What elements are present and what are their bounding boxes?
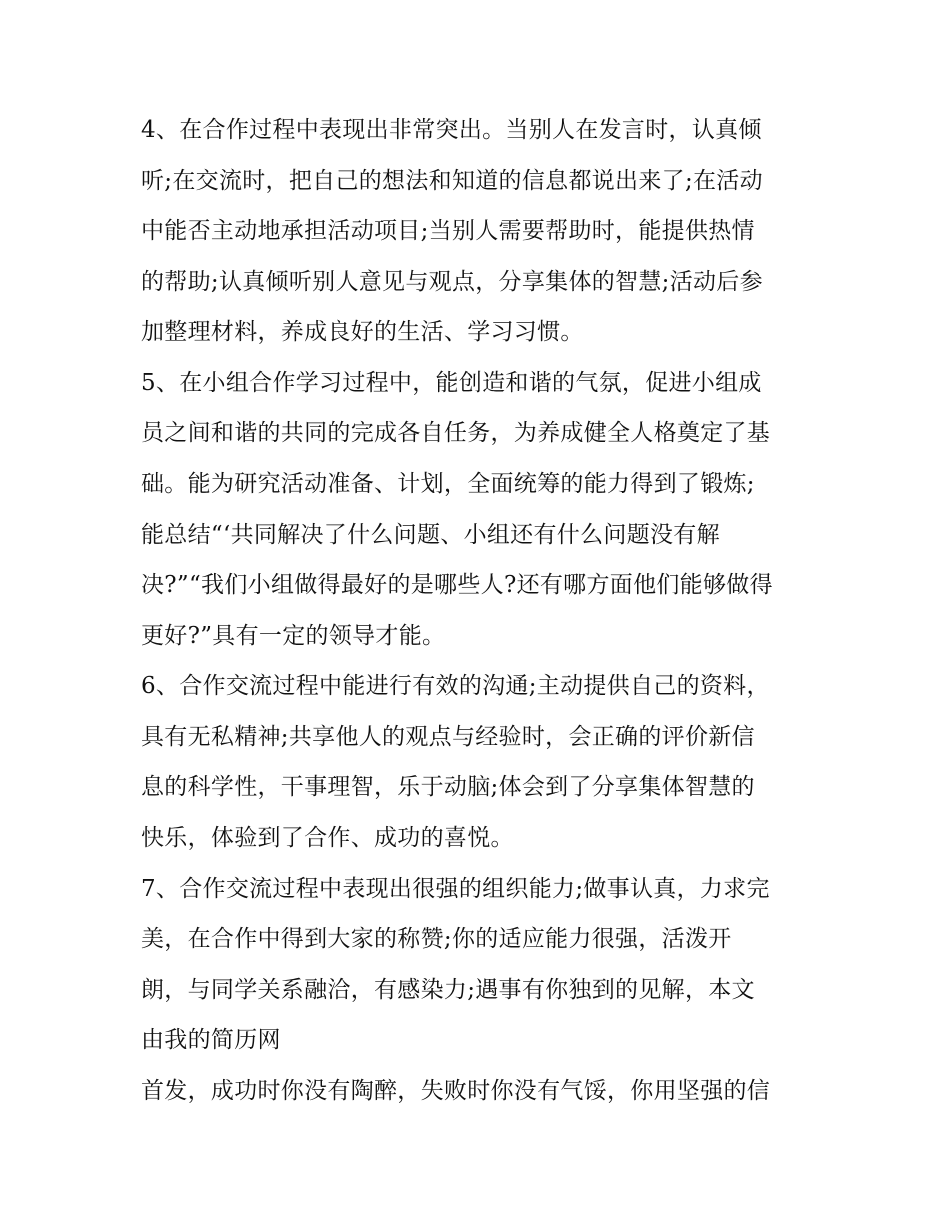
- text-line: 听;在交流时，把自己的想法和知道的信息都说出来了;在活动: [141, 168, 763, 194]
- text-line: 美，在合作中得到大家的称赞;你的适应能力很强，活泼开: [141, 926, 732, 952]
- text-line: 中能否主动地承担活动项目;当别人需要帮助时，能提供热情: [141, 218, 755, 244]
- text-line: 5、在小组合作学习过程中，能创造和谐的气氛，促进小组成: [141, 370, 762, 396]
- text-line: 的帮助;认真倾听别人意见与观点，分享集体的智慧;活动后参: [141, 269, 763, 295]
- text-line: 息的科学性，干事理智，乐于动脑;体会到了分享集体智慧的: [141, 774, 755, 800]
- text-line: 加整理材料，养成良好的生活、学习习惯。: [141, 319, 584, 345]
- text-line: 首发，成功时你没有陶醉，失败时你没有气馁，你用坚强的信: [141, 1078, 771, 1104]
- text-line: 朗，与同学关系融洽，有感染力;遇事有你独到的见解，本文: [141, 977, 755, 1003]
- text-line: 决?”“我们小组做得最好的是哪些人?还有哪方面他们能够做得: [141, 572, 773, 598]
- text-line: 础。能为研究活动准备、计划，全面统筹的能力得到了锻炼;: [141, 471, 755, 497]
- text-line: 快乐，体验到了合作、成功的喜悦。: [141, 825, 514, 851]
- text-line: 由我的简历网: [141, 1027, 281, 1053]
- text-line: 4、在合作过程中表现出非常突出。当别人在发言时，认真倾: [141, 117, 762, 143]
- text-line: 具有无私精神;共享他人的观点与经验时，会正确的评价新信: [141, 724, 755, 750]
- text-line: 更好?”具有一定的领导才能。: [141, 623, 446, 649]
- text-line: 6、合作交流过程中能进行有效的沟通;主动提供自己的资料，: [141, 673, 770, 699]
- text-line: 员之间和谐的共同的完成各自任务，为养成健全人格奠定了基: [141, 420, 771, 446]
- text-line: 7、合作交流过程中表现出很强的组织能力;做事认真，力求完: [141, 876, 770, 902]
- text-line: 能总结“‘共同解决了什么问题、小组还有什么问题没有解: [141, 522, 720, 548]
